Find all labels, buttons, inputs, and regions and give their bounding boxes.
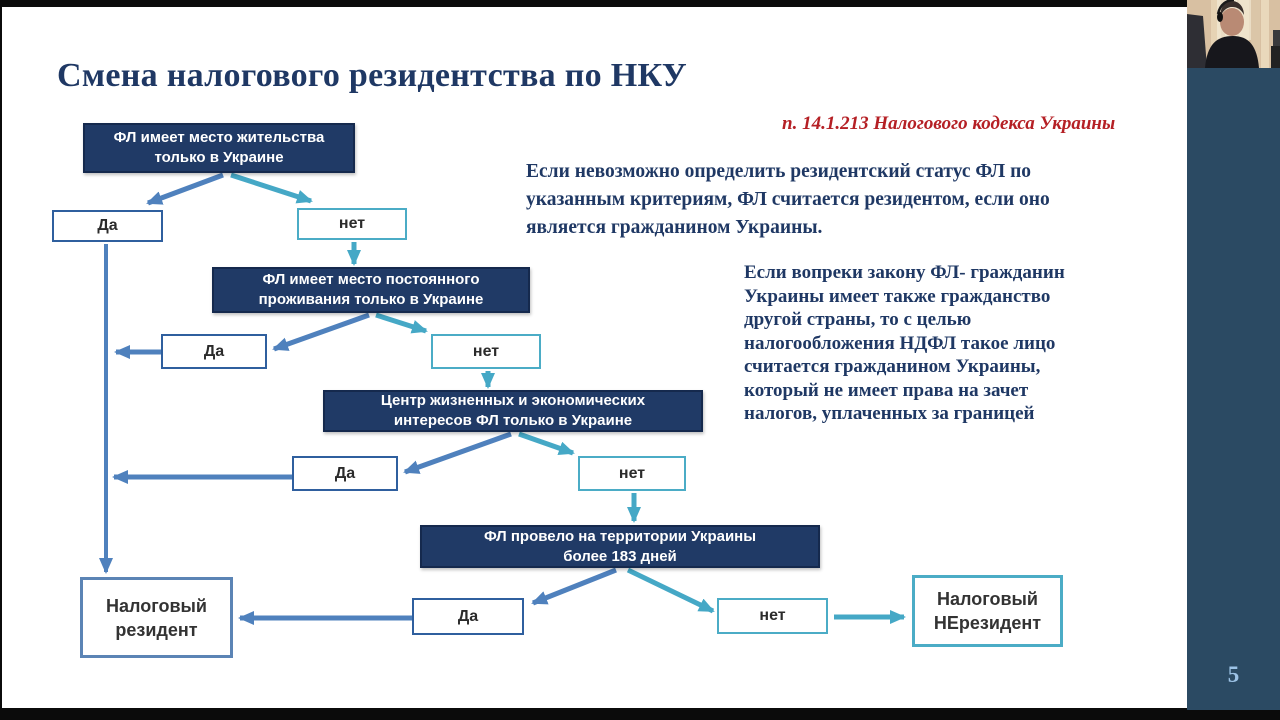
text-line: ФЛ имеет место постоянного [262, 271, 480, 288]
slide-title: Смена налогового резидентства по НКУ [57, 57, 687, 94]
flowchart-question-183-days [420, 525, 820, 568]
text-line: считается гражданином Украины, [744, 356, 1041, 377]
flowchart-no-3: нет [578, 456, 686, 491]
flowchart-no-2: нет [431, 334, 541, 369]
text-line: Налоговый [106, 595, 207, 616]
flowchart-yes-3: Да [292, 456, 398, 491]
text-line: интересов ФЛ только в Украине [393, 412, 633, 429]
law-reference: п. 14.1.213 Налогового кодекса Украины [782, 113, 1116, 134]
letterbox-bar [0, 710, 1280, 720]
sidebar-band [1187, 0, 1280, 710]
text-line: ФЛ провело на территории Украины [483, 527, 757, 545]
text-line: Центр жизненных и экономических [380, 392, 646, 409]
flowchart-no-1: нет [297, 208, 407, 240]
text-line: проживания только в Украине [258, 291, 484, 308]
page-number: 5 [1227, 662, 1240, 687]
webcam-video[interactable] [1187, 0, 1280, 68]
flowchart-yes-4: Да [412, 598, 524, 635]
presenter-camera-feed [1187, 0, 1280, 68]
text-line: налогов, уплаченных за границей [744, 403, 1035, 424]
text-line: Украины имеет также гражданство [744, 285, 1051, 307]
text-line: налогообложения НДФЛ такое лицо [744, 332, 1056, 354]
text-line: только в Украине [154, 149, 284, 166]
presenter-face [1220, 8, 1244, 36]
text-line: который не имеет права на зачет [744, 379, 1029, 401]
text-line: НЕрезидент [933, 613, 1042, 633]
text-line: ФЛ имеет место жительства [113, 129, 325, 146]
flowchart-no-4: нет [717, 598, 828, 634]
text-line: резидент [115, 619, 198, 640]
text-line: Налоговый [937, 589, 1038, 609]
flowchart-yes-2: Да [161, 334, 267, 369]
slide-canvas [2, 7, 1187, 708]
result-tax-nonresident [912, 575, 1063, 647]
text-line: указанным критериям, ФЛ считается резидентом, если оно [526, 189, 1050, 210]
text-line: более 183 дней [563, 547, 677, 565]
flowchart-question-permanent-residence [212, 267, 530, 313]
text-line: Если вопреки закону ФЛ- гражданин [744, 262, 1065, 283]
result-tax-resident [80, 577, 233, 658]
flowchart-question-residence [83, 123, 355, 173]
flowchart-yes-1: Да [52, 210, 163, 242]
text-line: является гражданином Украины. [526, 217, 823, 238]
paragraph-residency-rule [526, 158, 1050, 242]
text-line: другой страны, то с целью [744, 309, 972, 330]
paragraph-citizenship-rule [744, 261, 1065, 426]
flowchart-question-vital-interests [323, 390, 703, 432]
text-line: Если невозможно определить резидентский статус ФЛ по [526, 161, 1032, 182]
